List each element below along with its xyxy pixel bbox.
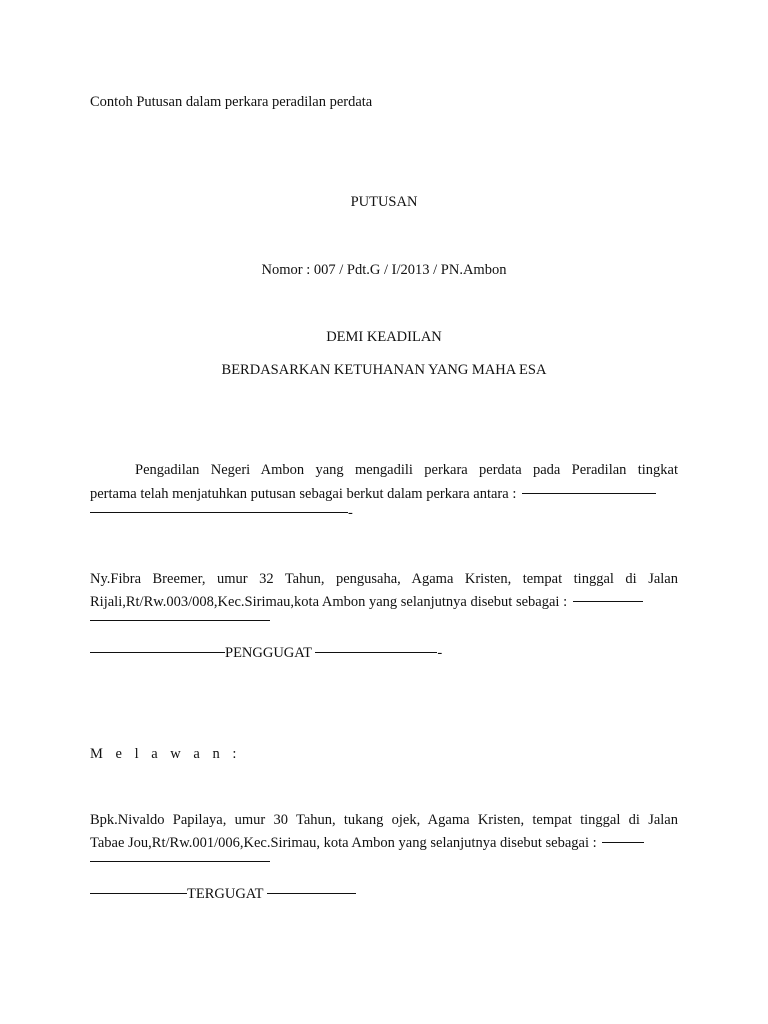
defendant-line-1: Bpk.Nivaldo Papilaya, umur 30 Tahun, tukang ojek, Agama Kristen, tempat tinggal di Jalan xyxy=(90,812,678,828)
defendant-line-2-text: Tabae Jou,Rt/Rw.001/006,Kec.Sirimau, kota Ambon yang selanjutnya disebut sebagai : xyxy=(90,835,597,851)
opening-paragraph-line-3 xyxy=(90,504,353,522)
versus-label: M e l a w a n : xyxy=(90,746,241,762)
fill-rule xyxy=(267,893,356,894)
plaintiff-line-2 xyxy=(90,593,643,611)
opening-paragraph-line-2-text: pertama telah menjatuhkan putusan sebagai berkut dalam perkara antara : xyxy=(90,486,517,502)
plaintiff-line-1: Ny.Fibra Breemer, umur 32 Tahun, pengusaha, Agama Kristen, tempat tinggal di Jalan xyxy=(90,571,678,587)
plaintiff-label-row xyxy=(90,644,442,662)
plaintiff-line-3 xyxy=(90,612,270,630)
fill-rule xyxy=(90,512,348,513)
fill-rule xyxy=(602,842,644,843)
rule-tail: - xyxy=(437,645,443,661)
decision-heading: PUTUSAN xyxy=(350,194,418,210)
motto-line-1: DEMI KEADILAN xyxy=(326,329,442,345)
fill-rule xyxy=(315,652,437,653)
defendant-line-2 xyxy=(90,834,644,852)
rule-tail: - xyxy=(348,505,353,521)
defendant-label: TERGUGAT xyxy=(187,886,264,902)
fill-rule xyxy=(90,652,225,653)
defendant-line-3 xyxy=(90,853,270,871)
plaintiff-line-2-text: Rijali,Rt/Rw.003/008,Kec.Sirimau,kota Ambon yang selanjutnya disebut sebagai : xyxy=(90,594,568,610)
fill-rule xyxy=(90,861,270,862)
plaintiff-label: PENGGUGAT xyxy=(225,645,312,661)
fill-rule xyxy=(90,620,270,621)
intro-title: Contoh Putusan dalam perkara peradilan perdata xyxy=(90,94,373,110)
opening-paragraph-line-1: Pengadilan Negeri Ambon yang mengadili perkara perdata pada Peradilan tingkat xyxy=(135,462,678,478)
opening-paragraph-line-2 xyxy=(90,485,656,503)
motto-line-2: BERDASARKAN KETUHANAN YANG MAHA ESA xyxy=(221,362,547,378)
case-number: Nomor : 007 / Pdt.G / I/2013 / PN.Ambon xyxy=(261,262,507,278)
fill-rule xyxy=(573,601,643,602)
defendant-label-row xyxy=(90,885,356,903)
fill-rule xyxy=(522,493,656,494)
fill-rule xyxy=(90,893,187,894)
